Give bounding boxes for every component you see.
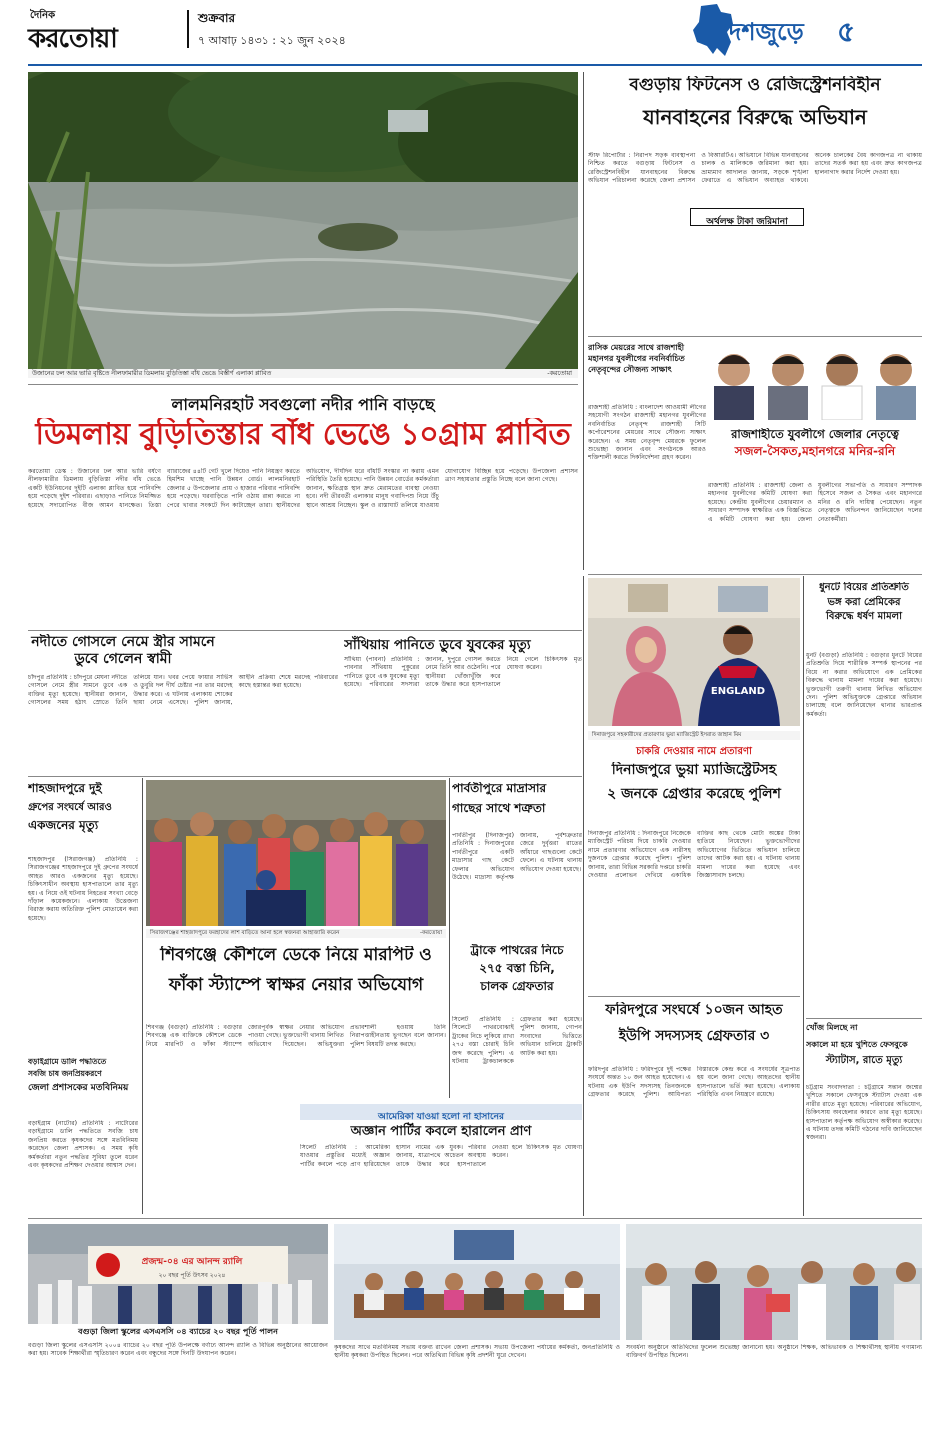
- england-jersey-text: ENGLAND: [710, 686, 766, 697]
- dinajpur-body: দিনাজপুর প্রতিনিধি : দিনাজপুরে নিজেকে ম্যাজিস্ট্রেট পরিচয় দিয়ে চাকরি দেওয়ার নামে প্রতারণার অভিযোগে এক নারীসহ দুজনকে গ্রেপ্তার করেছে পুলিশ। পুলিশ জানায়, তারা বিভিন্ন সরকারি দপ্তরে চাকরি দেওয়ার প্রলোভন দেখিয়ে একাধিক ব্যক্তির কাছ থেকে মোটা অঙ্কের টাকা হাতিয়ে নিয়েছেন। ভুক্তভোগীদের অভিযোগের ভিত্তিতে অভিযান চালিয়ে তাদের আটক করা হয়। এ ঘটনায় থানায় মামলা দায়ের করা হয়েছে এবং জিজ্ঞাসাবাদ চলছে।: [588, 830, 800, 880]
- header-day: শুক্রবার: [198, 11, 236, 25]
- crowd-photo: [146, 780, 446, 938]
- lead-headline: [28, 418, 578, 462]
- madrasa-headline-line1: পার্বতীপুরে মাদ্রাসার: [452, 782, 547, 795]
- page-header: [0, 0, 945, 66]
- truck-body: সিলেট প্রতিনিধি : সিলেটে পাথরবোঝাই ট্রাকের নিচে লুকিয়ে রাখা ২৭৫ বস্তা চোরাই চিনি জব্দ করেছে পুলিশ। এ ঘটনায় ট্রাকচালককে গ্রেফতার করা হয়েছে। পুলিশ জানায়, গোপন সংবাদের ভিত্তিতে অভিযান চালিয়ে ট্রাকটি আটক করা হয়।: [452, 1016, 582, 1066]
- shibganj-headline-line1: শিবগঞ্জে কৌশলে ডেকে নিয়ে মারপিট ও: [160, 946, 432, 965]
- flood-photo: [28, 72, 578, 378]
- america-kicker: আমেরিকা যাওয়া হলো না হাসানের: [378, 1112, 504, 1120]
- dinajpur-headline-line1: দিনাজপুরে ভুয়া ম্যাজিস্ট্রেটসহ: [611, 762, 777, 778]
- madrasa-headline: [452, 782, 582, 830]
- dm-headline-text: জেলা প্রশাসকের মতবিনিময়: [28, 1083, 129, 1094]
- fitness-headline-line2: যানবাহনের বিরুদ্ধে অভিযান: [643, 104, 867, 129]
- header-divider: [187, 10, 189, 48]
- youth-drown-body: সাঁথিয়া (পাবনা) প্রতিনিধি : পাবনার সাঁথিয়ায় পুকুরের পানিতে ডুবে এক যুবকের মৃত্যু হয়েছে। পরিবারের সদস্যরা জানান, দুপুরে গোসল করতে নেমে তিনি আর ওঠেননি। পরে স্থানীয়রা খোঁজাখুঁজি করে তাকে উদ্ধার করে হাসপাতালে নিয়ে গেলে চিকিৎসক মৃত ঘোষণা করেন।: [344, 656, 582, 689]
- rajshahi-main-body: রাজশাহী প্রতিনিধি : রাজশাহী জেলা ও মহানগর যুবলীগের কমিটি ঘোষণা করা হয়েছে। কেন্দ্রীয় যুবলীগের চেয়ারম্যান ও সাধারণ সম্পাদক স্বাক্ষরিত এক বিজ্ঞপ্তিতে এ কমিটি ঘোষণা করা হয়। জেলা যুবলীগের সভাপতি ও সাধারণ সম্পাদক হিসেবে সজল ও সৈকত এবং মহানগরে মনির ও রনি দায়িত্ব পেয়েছেন। নতুন নেতৃত্বকে অভিনন্দন জানিয়েছেন দলের নেতাকর্মীরা।: [708, 482, 922, 523]
- bride-case-line3: বিরুদ্ধে ধর্ষণ মামলা: [826, 611, 902, 622]
- section-rule-4: [588, 336, 922, 337]
- rajshahi-headline-line1: রাজশাহীতে যুবলীগে জেলার নেতৃত্বে: [731, 428, 899, 441]
- col-rule-left: [142, 778, 143, 1214]
- logo-main-text: করতোয়া: [28, 24, 117, 54]
- lead-headline-text: ডিমলায় বুড়িতিস্তার বাঁধ ভেঙে ১০গ্রাম প্লাবিত: [35, 418, 571, 452]
- rally-body: বগুড়া জিলা স্কুলের এসএসসি ২০০৪ ব্যাচের ২০ বছর পূর্তি উপলক্ষে বর্ণাঢ্য আনন্দ র‍্যালি ও বিভিন্ন অনুষ্ঠানের আয়োজন করা হয়। সাবেক শিক্ষার্থীরা স্মৃতিচারণ করেন এবং বন্ধুদের সঙ্গে দিনটি উদযাপন করেন।: [28, 1342, 328, 1358]
- portraits-image: [708, 340, 922, 420]
- missing-headline-line2: স্ট্যাটাস, রাতে মৃত্যু: [825, 1055, 903, 1067]
- section-rule-7: [806, 1018, 922, 1019]
- shahjadpur-headline: [28, 782, 138, 854]
- section-banner: [687, 2, 927, 62]
- faridpur-headline-line1: ফরিদপুরে সংঘর্ষে ১০জন আহত: [605, 1002, 783, 1018]
- crowd-photo-caption: [146, 929, 446, 938]
- dm-body: বড়াইগ্রাম (নাটোর) প্রতিনিধি : নাটোরের বড়াইগ্রামে ডালি পদ্ধতিতে সবজি চাষ জনপ্রিয় করতে কৃষকদের সঙ্গে মতবিনিময় করেছেন জেলা প্রশাসক। এ সময় কৃষি কর্মকর্তারা নতুন পদ্ধতির সুবিধা তুলে ধরেন এবং কৃষকদের প্রশিক্ষণ দেওয়ার আশ্বাস দেন।: [28, 1120, 138, 1170]
- crowd-caption-text: সিরাজগঞ্জের শাহজাদপুরে ফরহাদের লাশ বাড়িতে আনা হলে স্বজনরা আহাজারি করেন: [150, 930, 340, 936]
- section-rule-3: [28, 776, 582, 777]
- madrasa-body: পার্বতীপুর (দিনাজপুর) প্রতিনিধি : দিনাজপুরের পার্বতীপুরে একটি মাদ্রাসার গাছ কেটে ফেলার অভিযোগ উঠেছে। মাদ্রাসা কর্তৃপক্ষ জানায়, পূর্বশত্রুতার জেরে দুর্বৃত্তরা রাতের আঁধারে গাছগুলো কেটে ফেলে। এ ঘটনায় থানায় অভিযোগ দেওয়া হয়েছে।: [452, 832, 582, 882]
- bottom-strip-rule: [28, 1218, 922, 1219]
- flood-caption-credit: -করতোয়া: [547, 370, 572, 377]
- lead-body: করতোয়া ডেস্ক : উজানের ঢল আর ভারি বর্ষণে নীলফামারীর ডিমলায় বুড়িতিস্তা নদীর বাঁধ ভেঙে একটি ইউনিয়নের দুইটি এলাকা প্লাবিত হয়ে পানিবন্দি হয়ে পড়েছে দুইশ পরিবার। এছাড়াও পানিতে নিমজ্জিত হয়েছে সদ্যরোপিত বীজ আমন ধানক্ষেত। তিস্তা ব্যারাজের ৪৪টি গেট খুলে দিয়েও পানি নিয়ন্ত্রণ করতে হিমশিম খাচ্ছে পানি উন্নয়ন বোর্ড। লালমনিরহাট জেলার ৫ উপজেলার প্রায় ৩ হাজার পরিবার পানিবন্দি হয়ে পড়েছে। ঘরবাড়িতে পানি ওঠায় রান্না করতে না পেরে খাবার সংকটে দিন কাটাচ্ছেন তারা। স্থানীয়দের অভিযোগ, দীর্ঘদিন ধরে বাঁধটি সংস্কার না করায় এমন পরিস্থিতি তৈরি হয়েছে। পানি উন্নয়ন বোর্ডের কর্মকর্তারা জানান, ক্ষতিগ্রস্ত স্থান দ্রুত মেরামতের ব্যবস্থা নেওয়া হবে। নদী তীরবর্তী এলাকার মানুষ গবাদিপশু নিয়ে উঁচু স্থানে আশ্রয় নিচ্ছেন। স্কুল ও রাস্তাঘাট তলিয়ে যাওয়ায় যোগাযোগ বিচ্ছিন্ন হয়ে পড়েছে। উপজেলা প্রশাসন ত্রাণ সহায়তার প্রস্তুতি নিচ্ছে বলে জানা গেছে।: [28, 468, 578, 509]
- dinajpur-photo: [588, 578, 800, 740]
- flood-caption-text: উজানের ঢল আর ভারি বৃষ্টিতে নীলফামারীর ডিমলায় বুড়িতিস্তা বাঁধ ভেঙে বিস্তীর্ণ এলাকা প্লাবিত: [32, 370, 272, 377]
- bride-case-headline: [806, 582, 922, 650]
- america-box: [300, 1104, 582, 1212]
- rally-banner-line1: প্রজন্ম-০৪ এর আনন্দ র‍্যালি: [141, 1257, 243, 1267]
- shibganj-headline: [146, 946, 446, 1018]
- truck-headline-line2: ২৭৫ বস্তা চিনি,: [479, 960, 555, 975]
- section-rule-5: [588, 574, 922, 575]
- dm-kicker-1: বড়াইগ্রামে ডালি পদ্ধতিতে: [28, 1058, 107, 1066]
- dinajpur-headline: [588, 762, 800, 828]
- col-rule-top-right: [583, 72, 584, 570]
- meeting-image: [334, 1224, 620, 1340]
- reception-body: সংবর্ধনা অনুষ্ঠানে অতিথিদের ফুলেল শুভেচ্ছা জানানো হয়। অনুষ্ঠানে শিক্ষক, অভিভাবক ও শিক্ষার্থীসহ স্থানীয় গণ্যমান্য ব্যক্তিবর্গ উপস্থিত ছিলেন।: [626, 1344, 922, 1360]
- shibganj-body: শিবগঞ্জ (বগুড়া) প্রতিনিধি : বগুড়ার শিবগঞ্জে এক ব্যক্তিকে কৌশলে ডেকে নিয়ে মারপিট ও ফাঁকা স্ট্যাম্পে জোরপূর্বক স্বাক্ষর নেয়ার অভিযোগ পাওয়া গেছে। ভুক্তভোগী থানায় লিখিত অভিযোগ দিয়েছেন। অভিযুক্তরা প্রভাবশালী হওয়ায় তিনি নিরাপত্তাহীনতায় ভুগছেন বলে জানান। পুলিশ বিষয়টি তদন্ত করছে।: [146, 1024, 446, 1048]
- flood-photo-caption: [28, 369, 578, 378]
- rajshahi-intro-body: রাজশাহী প্রতিনিধি : বাংলাদেশ আওয়ামী লীগের সহযোগী সংগঠন রাজশাহী মহানগর যুবলীগের নবনির্বাচিত নেতৃবৃন্দ রাজশাহী সিটি কর্পোরেশনের মেয়রের সাথে সৌজন্য সাক্ষাৎ করেছেন। এ সময় নেতৃবৃন্দ মেয়রকে ফুলেল শুভেচ্ছা জানান এবং সংগঠনকে আরও শক্তিশালী করতে দিকনির্দেশনা গ্রহণ করেন।: [588, 404, 706, 462]
- missing-body: চট্টগ্রাম সংবাদদাতা : চট্টগ্রামে সন্তান জন্মের খুশিতে সকালে ফেসবুকে স্ট্যাটাস দেওয়া এক নারীর রাতে মৃত্যু হয়েছে। পরিবারের অভিযোগ, চিকিৎসায় অবহেলার কারণে তার মৃত্যু হয়েছে। হাসপাতাল কর্তৃপক্ষ অভিযোগ অস্বীকার করেছে। এ ঘটনায় তদন্ত কমিটি গঠনের দাবি জানিয়েছেন স্বজনরা।: [806, 1084, 922, 1142]
- shibganj-headline-line2: ফাঁকা স্ট্যাম্পে স্বাক্ষর নেয়ার অভিযোগ: [168, 974, 424, 995]
- truck-headline: [452, 944, 582, 1014]
- flood-image: [28, 72, 578, 378]
- youth-drown-headline: সাঁথিয়ায় পানিতে ডুবে যুবকের মৃত্যু: [344, 637, 531, 653]
- fitness-badge: [690, 208, 804, 226]
- meeting-body: কৃষকদের সাথে মতবিনিময় সভায় বক্তব্য রাখেন জেলা প্রশাসক। সভায় উপজেলা পর্যায়ের কর্মকর্তা, জনপ্রতিনিধি ও স্থানীয় কৃষকরা উপস্থিত ছিলেন। পরে অতিথিরা বিভিন্ন কৃষি প্রদর্শনী ঘুরে দেখেন।: [334, 1344, 620, 1360]
- col-rule-mid: [449, 778, 450, 1098]
- madrasa-headline-line2: গাছের সাথে শত্রুতা: [452, 800, 546, 815]
- bottom-photo-reception: [626, 1224, 922, 1340]
- lead-kicker-text: লালমনিরহাট সবগুলো নদীর পানি বাড়ছে: [171, 395, 435, 414]
- shahjadpur-body: শাহজাদপুর (সিরাজগঞ্জ) প্রতিনিধি : সিরাজগঞ্জের শাহজাদপুরে দুই গ্রুপের সংঘর্ষে আহত আরও একজনের মৃত্যু হয়েছে। চিকিৎসাধীন অবস্থায় হাসপাতালে তার মৃত্যু হয়। এ নিয়ে ওই ঘটনায় নিহতের সংখ্যা বেড়ে দাঁড়াল কয়েকজনে। এলাকায় উত্তেজনা বিরাজ করায় অতিরিক্ত পুলিশ মোতায়েন করা হয়েছে।: [28, 856, 138, 922]
- faridpur-headline: [588, 1002, 800, 1062]
- bathing-body: চাঁদপুর প্রতিনিধি : চাঁদপুরে মেঘনা নদীতে গোসলে নেমে স্ত্রীর সামনে ডুবে এক ব্যক্তির মৃত্যু হয়েছে। স্থানীয়রা জানান, গোসলের সময় হঠাৎ স্রোতে তিনি তলিয়ে যান। খবর পেয়ে ফায়ার সার্ভিস ও ডুবুরি দল দীর্ঘ চেষ্টার পর তার মরদেহ উদ্ধার করে। এ ঘটনায় এলাকায় শোকের ছায়া নেমে এসেছে। পুলিশ জানায়, আইনি প্রক্রিয়া শেষে মরদেহ পরিবারের কাছে হস্তান্তর করা হয়েছে।: [28, 674, 338, 707]
- america-kicker-band: [300, 1104, 582, 1120]
- fitness-badge-text: অর্থলক্ষ টাকা জরিমানা: [706, 217, 788, 226]
- fitness-headline-line1: বগুড়ায় ফিটনেস ও রেজিস্ট্রেশনবিহীন: [629, 76, 881, 95]
- faridpur-body: ফরিদপুর প্রতিনিধি : ফরিদপুরে দুই পক্ষের সংঘর্ষে অন্তত ১০ জন আহত হয়েছেন। এ ঘটনায় এক ইউপি সদস্যসহ তিনজনকে গ্রেফতার করেছে পুলিশ। আধিপত্য বিস্তারকে কেন্দ্র করে এ সংঘর্ষের সূত্রপাত হয় বলে জানা গেছে। আহতদের স্থানীয় হাসপাতালে ভর্তি করা হয়েছে। এলাকায় পরিস্থিতি এখন নিয়ন্ত্রণে রয়েছে।: [588, 1066, 800, 1099]
- rajshahi-headline-line2: সজল-সৈকত,মহানগরে মনির-রনি: [734, 444, 896, 459]
- section-title: দেশজুড়ে: [719, 18, 804, 46]
- page-number: ৫: [837, 15, 856, 48]
- bride-case-body: ধুনট (বগুড়া) প্রতিনিধি : বগুড়ার ধুনটে বিয়ের প্রতিশ্রুতি দিয়ে শারীরিক সম্পর্ক স্থাপনের পর বিয়ে না করার অভিযোগে এক প্রেমিকের বিরুদ্ধে থানায় মামলা দায়ের করা হয়েছে। ভুক্তভোগী তরুণী থানায় লিখিত অভিযোগ দেন। পুলিশ অভিযুক্তকে গ্রেপ্তারে অভিযান চালাচ্ছে বলে জানিয়েছেন থানার ভারপ্রাপ্ত কর্মকর্তা।: [806, 652, 922, 718]
- america-headline: অজ্ঞান পার্টির কবলে হারালেন প্রাণ: [350, 1124, 532, 1139]
- header-rule: [28, 64, 922, 66]
- bride-case-line2: ভঙ্গ করা প্রেমিকের: [827, 596, 901, 608]
- missing-headline-line1: সকালে মা হয়ে খুশিতে ফেসবুকে: [806, 1040, 908, 1049]
- shahjadpur-line3: একজনের মৃত্যু: [28, 818, 99, 833]
- shahjadpur-line1: শাহজাদপুরে দুই: [28, 782, 102, 795]
- col-rule-mid-right: [583, 576, 584, 1216]
- rally-image: [28, 1224, 328, 1324]
- lead-kicker: [28, 392, 578, 414]
- truck-headline-line3: চালক গ্রেফতার: [480, 978, 554, 993]
- crowd-image: [146, 780, 446, 926]
- rally-headline: বগুড়া জিলা স্কুলের এসএসসি ০৪ ব্যাচের ২০ বছর পূর্তি পালন: [78, 1327, 278, 1336]
- rajshahi-intro-headline: রাসিক মেয়রের সাথে রাজশাহী মহানগর যুবলীগের নবনির্বাচিত নেতৃবৃন্দের সৌজন্য সাক্ষাৎ: [588, 343, 685, 374]
- faridpur-headline-line2: ইউপি সদস্যসহ গ্রেফতার ৩: [618, 1028, 770, 1045]
- portrait-row: [708, 340, 922, 420]
- section-rule-6: [588, 996, 800, 997]
- newspaper-logo: [28, 6, 178, 56]
- dm-headline: [28, 1058, 138, 1118]
- crowd-caption-credit: -করতোয়া: [420, 930, 442, 936]
- america-body: সিলেট প্রতিনিধি : আমেরিকা যাওয়ার প্রস্তুতির মধ্যেই অজ্ঞান পার্টির কবলে পড়ে প্রাণ হারিয়েছেন হাসান নামের এক যুবক। পরিবার জানায়, যাত্রাপথে অচেতন অবস্থায় তাকে উদ্ধার করে হাসপাতালে নেওয়া হলে চিকিৎসক মৃত ঘোষণা করেন।: [300, 1144, 582, 1168]
- dm-kicker-2: সবজি চাষ জনপ্রিয়করণে: [28, 1068, 102, 1078]
- col-rule-far-right: [803, 576, 804, 1216]
- bathing-headline: নদীতে গোসলে নেমে স্ত্রীর সামনে ডুবে গেলেন স্বামী: [31, 634, 215, 667]
- dinajpur-image: [588, 578, 800, 726]
- fitness-headline: [588, 76, 922, 146]
- truck-headline-line1: ট্রাকে পাথরের নিচে: [470, 944, 564, 957]
- bottom-photo-rally: [28, 1224, 328, 1324]
- dinajpur-photo-caption: [588, 731, 800, 740]
- shahjadpur-line2: গ্রুপের সংঘর্ষে আরও: [28, 801, 112, 813]
- missing-tag: খোঁজ মিলছে না: [806, 1023, 858, 1032]
- missing-headline: [806, 1040, 922, 1080]
- rajshahi-main-headline: [708, 428, 922, 478]
- header-date: ৭ আষাঢ় ১৪৩১ : ২১ জুন ২০২৪: [198, 34, 346, 47]
- bride-case-line1: ধুনটে বিয়ের প্রতিশ্রুতি: [819, 582, 909, 593]
- dinajpur-headline-line2: ২ জনকে গ্রেপ্তার করেছে পুলিশ: [607, 786, 781, 803]
- reception-image: [626, 1224, 922, 1340]
- dinajpur-kicker: চাকরি দেওয়ার নামে প্রতারণা: [636, 746, 752, 757]
- rally-banner-line2: ২০ বছর পূর্তি উৎসব ২০২৪: [158, 1272, 226, 1279]
- logo-top-text: দৈনিক: [30, 10, 56, 21]
- section-rule-1: [28, 384, 578, 385]
- section-rule-2: [28, 630, 582, 631]
- bottom-photo-meeting: [334, 1224, 620, 1340]
- dinajpur-caption-text: দিনাজপুরে সহকারীদের প্রতারণার ভুয়া ম্যাজিস্ট্রেট ইসরাত জাহান মিম: [592, 732, 742, 738]
- fitness-body: স্টাফ রিপোর্টার : নিরাপদ সড়ক ব্যবস্থাপনা নিশ্চিত করতে বগুড়ায় ফিটনেস ও রেজিস্ট্রেশনবিহীন যানবাহনের বিরুদ্ধে অভিযান পরিচালনা করেছে জেলা প্রশাসন ও বিআরটিএ। অভিযানে বিভিন্ন যানবাহনের চালক ও মালিককে জরিমানা করা হয়। ভ্রাম্যমাণ আদালত জানায়, সড়কে শৃঙ্খলা ফেরাতে এ অভিযান অব্যাহত থাকবে। অনেক চালকের বৈধ কাগজপত্র না থাকায় তাদের সতর্ক করা হয় এবং দ্রুত কাগজপত্র হালনাগাদ করার নির্দেশ দেওয়া হয়।: [588, 152, 922, 185]
